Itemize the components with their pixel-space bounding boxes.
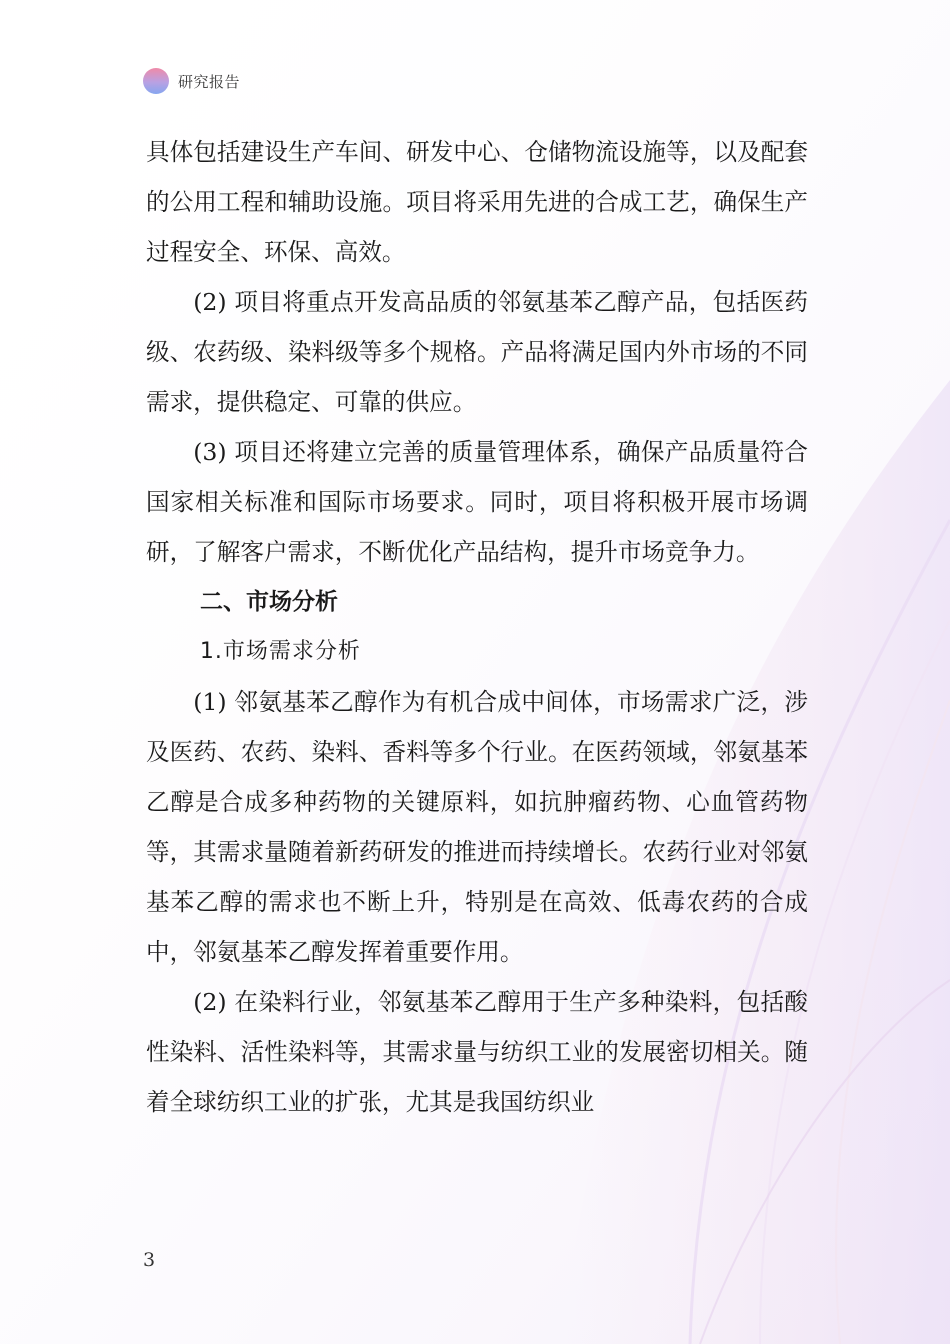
header-title: 研究报告 bbox=[178, 72, 241, 91]
report-header bbox=[143, 67, 240, 95]
paragraph-market-2: (2) 在染料行业，邻氨基苯乙醇用于生产多种染料，包括酸性染料、活性染料等，其需求量与纺织工业的发展密切相关。随着全球纺织工业的扩张，尤其是我国纺织业 bbox=[146, 988, 808, 1116]
paragraph-item-2: (2) 项目将重点开发高品质的邻氨基苯乙醇产品，包括医药级、农药级、染料级等多个规格。产品将满足国内外市场的不同需求，提供稳定、可靠的供应。 bbox=[146, 288, 808, 416]
paragraph-continued: 具体包括建设生产车间、研发中心、仓储物流设施等，以及配套的公用工程和辅助设施。项目将采用先进的合成工艺，确保生产过程安全、环保、高效。 bbox=[146, 138, 808, 266]
logo-circle-icon bbox=[143, 68, 169, 94]
page-number: 3 bbox=[143, 1249, 156, 1271]
section-heading: 二、市场分析 bbox=[200, 589, 339, 615]
paragraph-market-1: (1) 邻氨基苯乙醇作为有机合成中间体，市场需求广泛，涉及医药、农药、染料、香料等多个行业。在医药领域，邻氨基苯乙醇是合成多种药物的关键原料，如抗肿瘤药物、心血管药物等，其需求量随着新药研发的推进而持续增长。农药行业对邻氨基苯乙醇的需求也不断上升，特别是在高效、低毒农药的合成中，邻氨基苯乙醇发挥着重要作用。 bbox=[146, 688, 808, 966]
subsection-heading: 1.市场需求分析 bbox=[199, 639, 361, 664]
paragraph-item-3: (3) 项目还将建立完善的质量管理体系，确保产品质量符合国家相关标准和国际市场要求。同时，项目将积极开展市场调研，了解客户需求，不断优化产品结构，提升市场竞争力。 bbox=[146, 438, 808, 566]
document-body bbox=[146, 127, 808, 1127]
